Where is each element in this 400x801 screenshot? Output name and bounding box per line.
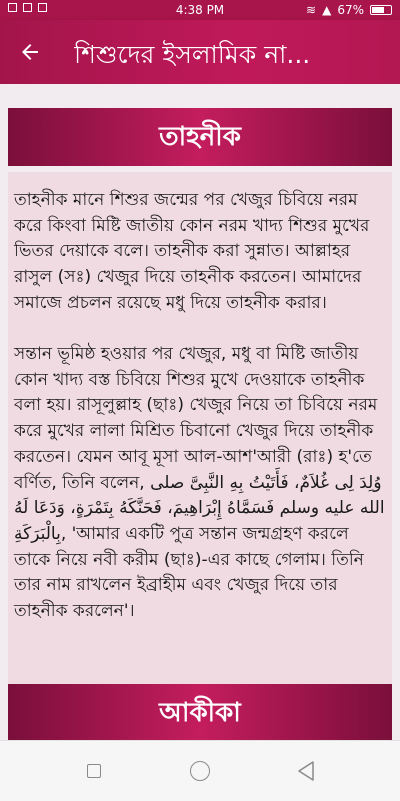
paragraph: সন্তান ভূমিষ্ঠ হওয়ার পর খেজুর, মধু বা মিষ্টি জাতীয় কোন খাদ্য বস্ত চিবিয়ে শিশুর মুখে দেওয়াকে তাহনীক বলা হয়। রাসূলুল্লাহ (ছাঃ) খেজুর নিয়ে তা চিবিয়ে নরম করে মুখের লালা মিশ্রিত চিবানো খেজুর দিয়ে তাহনীক করতেন। যেমন আবূ মূসা আল-আশ'আরী (রাঃ) হ'তে বর্ণিত, তিনি বলেন, وُلِدَ لِى غُلاَمٌ، فَأَتَيْتُ بِهِ النَّبِىَّ صلى الله عليه وسلم فَسَمَّاهُ إِبْرَاهِيمَ، فَحَنَّكَهُ بِتَمْرَةٍ، وَدَعَا لَهُ بِالْبَرَكَةِ, 'আমার একটি পুত্র সন্তান জন্মগ্রহণ করলে তাকে নিয়ে নবী করীম (ছাঃ)-এর কাছে গেলাম। তিনি তার নাম রাখলেন ইব্রাহীম এবং খেজুর দিয়ে তার তাহনীক করলেন'। — [14, 344, 385, 622]
section-header-tahnik: তাহনীক — [8, 108, 392, 166]
circle-icon — [190, 761, 210, 781]
status-bar — [0, 0, 400, 20]
back-button[interactable] — [10, 32, 50, 72]
status-time: 4:38 PM — [175, 3, 225, 17]
recent-apps-button[interactable] — [74, 753, 114, 789]
status-right — [306, 3, 392, 17]
section-card-tahnik — [8, 172, 392, 740]
battery-percent: 67% — [337, 3, 364, 17]
triangle-icon — [286, 753, 326, 789]
page-title: শিশুদের ইসলামিক না... — [74, 40, 311, 69]
paragraph: তাহনীক মানে শিশুর জন্মের পর খেজুর চিবিয়ে নরম করে কিংবা মিষ্টি জাতীয় কোন নরম খাদ্য শিশুর মুখের ভিতর দেয়াকে বলে। তাহনীক করা সুন্নাত। আল্লাহর রাসুল (সঃ) খেজুর দিয়ে তাহনীক করতেন। আমাদের সমাজে প্রচলন রয়েছে মধু দিয়ে তাহনীক করার। — [14, 190, 370, 313]
app-bar — [0, 20, 400, 84]
arrow-left-icon — [18, 40, 42, 64]
signal-icon: ▲ — [322, 3, 332, 17]
square-icon — [87, 764, 101, 778]
section-header-aqiqa: আকীকা — [8, 684, 392, 740]
home-button[interactable] — [180, 753, 220, 789]
system-back-button[interactable] — [286, 753, 326, 789]
battery-icon — [370, 5, 392, 15]
wifi-icon: ≋ — [306, 3, 317, 17]
system-nav-bar — [0, 740, 400, 801]
article-content[interactable] — [0, 84, 400, 740]
